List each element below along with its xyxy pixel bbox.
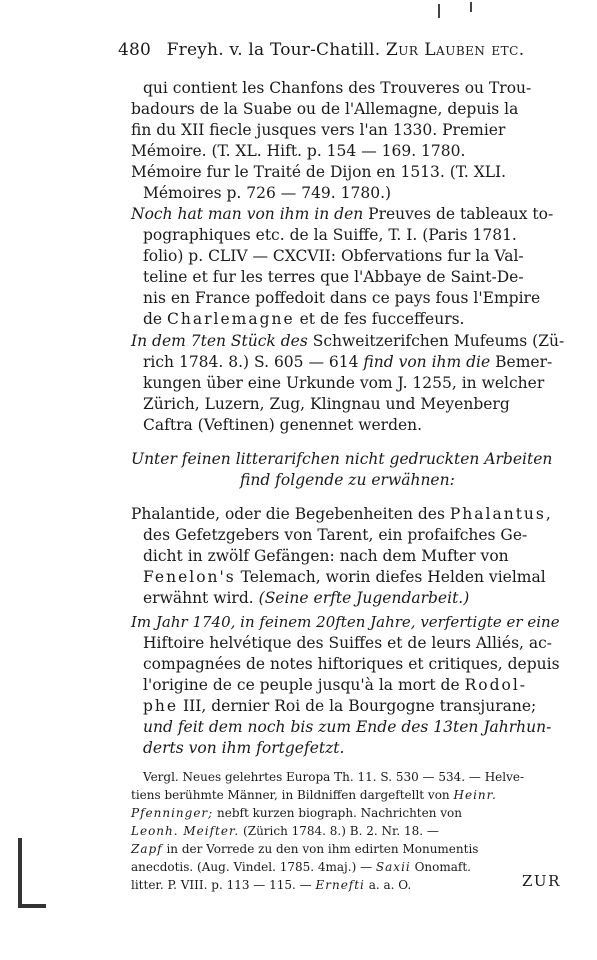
- footnote-line: Vergl. Neues gelehrtes Europa Th. 11. S. 530 — 534. — Helve-: [143, 770, 525, 784]
- entry4-ref: rich 1784. 8.) S. 605 — 614: [143, 353, 359, 371]
- running-title: Freyh. v. la Tour-Chatill.: [166, 40, 381, 60]
- footnote-name: Leonh. Meifter.: [131, 824, 240, 838]
- entry6-line: Im Jahr 1740, in feinem 20ften Jahre, verfertigte er eine: [131, 613, 560, 631]
- footnote-text: tiens berühmte Männer, in Bildniffen dargeftellt von: [131, 788, 450, 802]
- entry3-word: de: [143, 310, 163, 328]
- footnote-text: (Zürich 1784. 8.) B. 2. Nr. 18. —: [243, 824, 439, 838]
- entry3-name-spaced: Charlemagne: [167, 310, 295, 328]
- footnote-text: Onomaft.: [414, 860, 471, 874]
- entry3-lead: Noch hat man von ihm in den: [131, 205, 364, 223]
- running-header: [118, 40, 568, 70]
- entry2-line: Mémoire fur le Traité de Dijon en 1513. (T. XLI.: [131, 163, 507, 181]
- entry6-word: l'origine de ce peuple jusqu'à la mort de: [143, 676, 460, 694]
- entry5-line: dicht in zwölf Gefängen: nach dem Mufter von: [143, 547, 509, 565]
- footnote-name: Heinr.: [453, 788, 497, 802]
- entry1-line: badours de la Suabe ou de l'Allemagne, depuis la: [131, 100, 519, 118]
- entry6-line: compagnées de notes hiftoriques et critiques, depuis: [143, 655, 560, 673]
- entry3-line: folio) p. CLIV — CXCVII: Obfervations fur la Val-: [143, 247, 524, 265]
- entry4-lead: In dem 7ten Stück des: [131, 332, 308, 350]
- footnote-name: Zapf: [131, 842, 163, 856]
- entry1-line: Mémoire. (T. XL. Hift. p. 154 — 169. 1780.: [131, 142, 466, 160]
- entry6-word: III, dernier Roi de la Bourgogne transjurane;: [183, 697, 537, 715]
- entry5-name-spaced: Fenelon's: [143, 568, 236, 586]
- footnote-name: Saxii: [375, 860, 411, 874]
- entry5-word: erwähnt wird.: [143, 589, 254, 607]
- section-heading-line: Unter feinen litterarifchen nicht gedruckten Arbeiten: [131, 450, 553, 468]
- entry3-title: Preuves de tableaux to-: [368, 205, 554, 223]
- entry5-note: (Seine erfte Jugendarbeit.): [258, 589, 470, 607]
- entry3-line: [143, 307, 464, 331]
- entry2-line: Mémoires p. 726 — 749. 1780.): [143, 184, 392, 202]
- entry5-word: Telemach, worin diefes Helden vielmal: [240, 568, 546, 586]
- scan-mark: [438, 4, 440, 18]
- catchword: ZUR: [522, 872, 561, 890]
- entry1-line: qui contient les Chanfons des Trouveres ou Trou-: [143, 79, 532, 97]
- footnote-name: Ernefti: [315, 878, 365, 892]
- page-number: 480: [118, 40, 152, 60]
- footnote-line: [131, 786, 497, 804]
- entry5-name-spaced: Phalantus,: [449, 505, 553, 523]
- running-title-author: Zur Lauben etc.: [385, 40, 525, 60]
- footnote-line: [131, 840, 478, 858]
- footnote-line: [131, 876, 411, 894]
- entry6-line: Hiftoire helvétique des Suiffes et de leurs Alliés, ac-: [143, 634, 553, 652]
- footnote-name: Pfenninger;: [131, 806, 214, 820]
- entry4-word: Bemer-: [495, 353, 553, 371]
- footnote-text: nebft kurzen biograph. Nachrichten von: [217, 806, 463, 820]
- entry5-line: des Gefetzgebers von Tarent, ein profaifches Ge-: [143, 526, 528, 544]
- footnote-text: a. a. O.: [368, 878, 412, 892]
- section-heading-line: find folgende zu erwähnen:: [240, 471, 455, 489]
- entry5-line: [143, 586, 469, 610]
- footnote-text: anecdotis. (Aug. Vindel. 1785. 4maj.) —: [131, 860, 373, 874]
- footnote-text: litter. P. VIII. p. 113 — 115. —: [131, 878, 312, 892]
- footnote-line: [131, 804, 462, 822]
- margin-bracket-mark: [18, 904, 46, 908]
- entry4-title: Schweitzerifchen Mufeums (Zü-: [312, 332, 565, 350]
- entry4-italic: find von ihm die: [363, 353, 491, 371]
- footnote-line: [131, 822, 439, 840]
- footnote-text: in der Vorrede zu den von ihm edirten Monumentis: [166, 842, 479, 856]
- entry3-line: pographiques etc. de la Suiffe, T. I. (Paris 1781.: [143, 226, 517, 244]
- entry6-name-spaced: phe: [143, 697, 179, 715]
- entry1-line: fin du XII fiecle jusques vers l'an 1330. Premier: [131, 121, 506, 139]
- entry3-line: nis en France poffedoit dans ce pays fous l'Empire: [143, 289, 541, 307]
- entry4-line: Caftra (Veftinen) genennet werden.: [143, 416, 423, 434]
- entry4-line: Zürich, Luzern, Zug, Klingnau und Meyenberg: [143, 395, 510, 413]
- entry3-word: et de fes fucceffeurs.: [299, 310, 465, 328]
- entry4-line: kungen über eine Urkunde vom J. 1255, in welcher: [143, 374, 545, 392]
- margin-bracket-mark: [18, 838, 22, 908]
- scan-mark: [470, 2, 472, 12]
- footnote-line: [131, 858, 471, 876]
- entry6-line: derts von ihm fortgefetzt.: [143, 739, 345, 757]
- entry5-title: Phalantide, oder die Begebenheiten des: [131, 505, 445, 523]
- entry3-line: teline et fur les terres que l'Abbaye de Saint-De-: [143, 268, 524, 286]
- entry6-name-spaced: Rodol-: [464, 676, 528, 694]
- entry6-line: und feit dem noch bis zum Ende des 13ten Jahrhun-: [143, 718, 552, 736]
